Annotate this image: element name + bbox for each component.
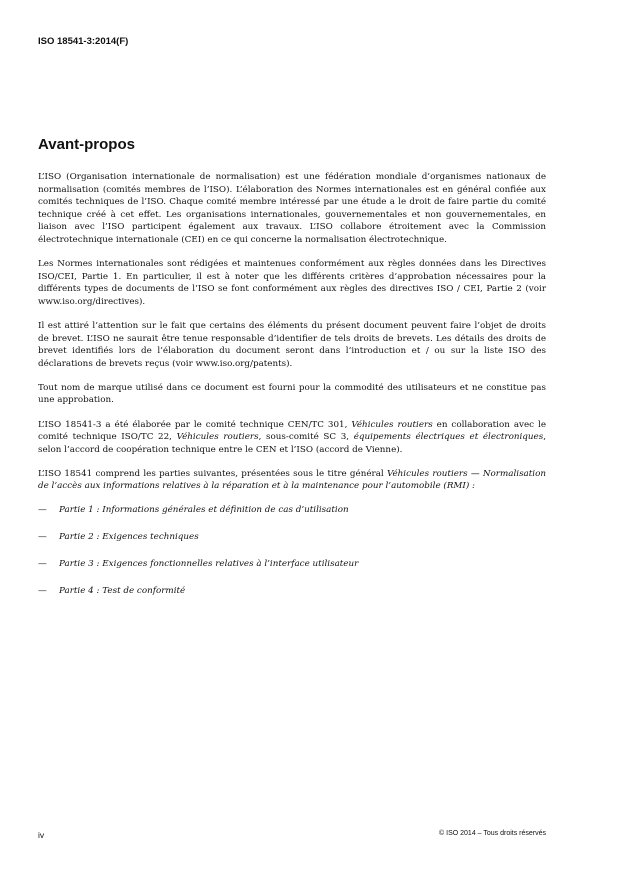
parts-list bbox=[38, 504, 546, 597]
list-item: — Partie 4 : Test de conformité bbox=[38, 585, 186, 596]
dash-bullet: — bbox=[38, 559, 47, 570]
dash-bullet: — bbox=[38, 585, 47, 596]
foreword-body bbox=[38, 171, 546, 612]
list-item: — Partie 1 : Informations générales et définition de cas d’utilisation bbox=[38, 505, 349, 516]
paragraph-iso-organisation: L’ISO (Organisation internationale de normalisation) est une fédération mondiale d’organismes nationaux de normalisation (comités membres de l’ISO). L’élaboration des Normes internationales est en général confiée aux comités techniques de l’ISO. Chaque comité membre intéressé par une étude a le droit de faire partie du comité technique créé à cet effet. Les organisations internationales, gouvernementales et non gouvernementales, en liaison avec l’ISO participent également aux travaux. L’ISO collabore étroitement avec la Commission électrotechnique internationale (CEI) en ce qui concerne la normalisation électrotechnique. bbox=[38, 172, 546, 245]
list-item: — Partie 2 : Exigences techniques bbox=[38, 532, 199, 543]
paragraph-directives: Les Normes internationales sont rédigées et maintenues conformément aux règles données dans les Directives ISO/CEI, Partie 1. En particulier, il est à noter que les différents critères d’approbation nécessaires pour la différents types de documents de l’ISO se font conformément aux règles des directives ISO / CEI, Partie 2 (voir www.iso.org/directives). bbox=[38, 259, 546, 307]
paragraph-committee: L’ISO 18541-3 a été élaborée par le comité technique CEN/TC 301, Véhicules routiers en collaboration avec le comité technique ISO/TC 22, Véhicules routiers, sous-comité SC 3, équipements électriques et électroniques, selon l’accord de coopération technique entre le CEN et l’ISO (accord de Vienne). bbox=[38, 419, 547, 455]
document-id: ISO 18541-3:2014(F) bbox=[38, 36, 129, 47]
page-number: iv bbox=[38, 830, 45, 840]
page-title: Avant-propos bbox=[38, 136, 135, 153]
paragraph-parts-intro: L’ISO 18541 comprend les parties suivantes, présentées sous le titre général Véhicules routiers — Normalisation de l’accès aux informations relatives à la réparation et à la maintenance pour l’automobile (RMI) : bbox=[38, 468, 546, 492]
list-item: — Partie 3 : Exigences fonctionnelles relatives à l’interface utilisateur bbox=[38, 559, 359, 570]
copyright-notice: © ISO 2014 – Tous droits réservés bbox=[439, 830, 546, 837]
paragraph-patents: Il est attiré l’attention sur le fait que certains des éléments du présent document peuvent faire l’objet de droits de brevet. L’ISO ne saurait être tenue responsable d’identifier de tels droits de brevets. Les détails des droits de brevet identifiés lors de l’élaboration du document seront dans l’introduction et / ou sur la liste ISO des déclarations de brevets reçus (voir www.iso.org/patents). bbox=[38, 320, 546, 369]
dash-bullet: — bbox=[38, 505, 47, 516]
dash-bullet: — bbox=[38, 532, 47, 543]
paragraph-trademarks: Tout nom de marque utilisé dans ce document est fourni pour la commodité des utilisateurs et ne constitue pas une approbation. bbox=[38, 382, 546, 406]
